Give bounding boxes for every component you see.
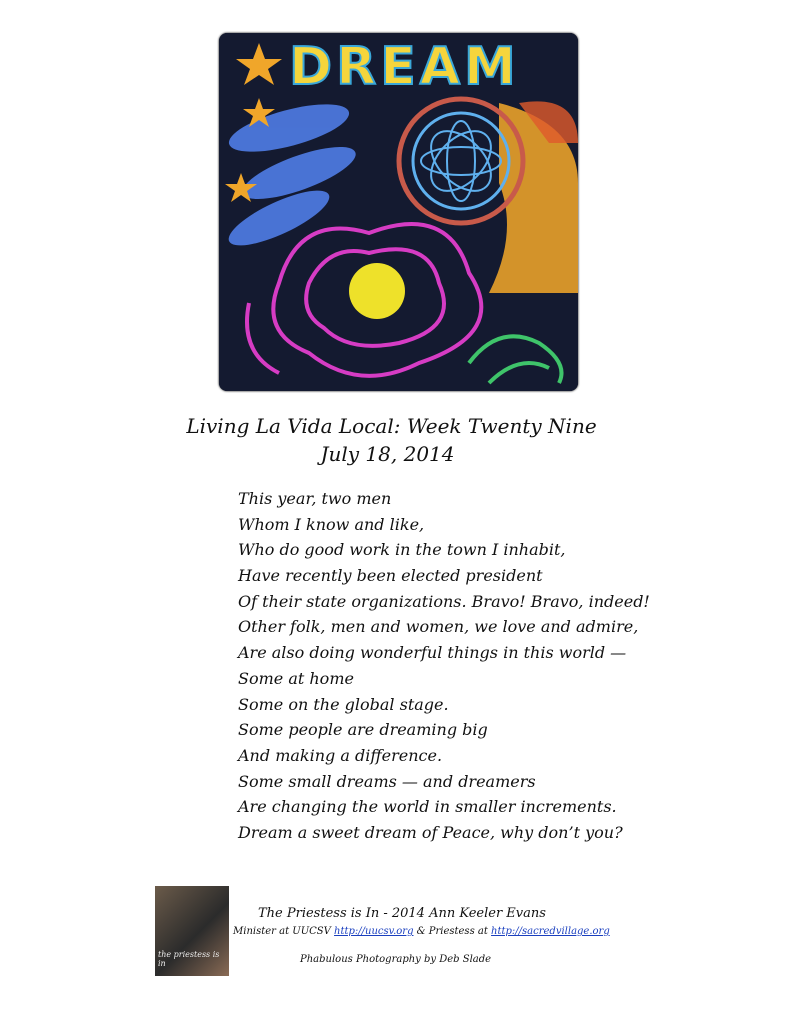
priestess-photo (155, 886, 229, 976)
poem-line: Some at home (238, 668, 354, 688)
poem-line: Who do good work in the town I inhabit, (238, 540, 566, 560)
poem-line: Some small dreams — and dreamers (238, 771, 536, 791)
footer-affiliations (233, 926, 610, 937)
sacred-village-link[interactable]: http://sacredvillage.org (491, 926, 610, 937)
photo-credit: Phabulous Photography by Deb Slade (300, 954, 492, 965)
poem-line: Have recently been elected president (238, 566, 543, 586)
poem-line: Are also doing wonderful things in this world — (238, 643, 627, 663)
poem-line: This year, two men (238, 489, 392, 508)
uucsv-link[interactable]: http://uucsv.org (334, 926, 414, 937)
poem-line: Of their state organizations. Bravo! Bravo, indeed! (238, 591, 650, 611)
photo-caption: the priestess is in (158, 950, 220, 968)
page-date: July 18, 2014 (320, 442, 455, 466)
poem-line: Dream a sweet dream of Peace, why don’t you? (238, 822, 623, 842)
dream-lettering: DREAM (289, 37, 520, 97)
footer-credit: The Priestess is In - 2014 Ann Keeler Evans (258, 906, 546, 921)
poem-line: And making a difference. (238, 745, 443, 765)
minister-text: Minister at UUCSV (233, 926, 335, 937)
poem-line: Whom I know and like, (238, 514, 425, 534)
page-title: Living La Vida Local: Week Twenty Nine (186, 414, 597, 438)
poem-line: Some on the global stage. (238, 694, 449, 714)
poem-line: Are changing the world in smaller increments. (238, 797, 617, 817)
poem-line: Some people are dreaming big (238, 720, 488, 740)
poem-line: Other folk, men and women, we love and admire, (238, 617, 639, 637)
priestess-text: & Priestess at (413, 926, 492, 937)
poem (238, 486, 650, 846)
dream-chalk-art-image (219, 33, 578, 391)
